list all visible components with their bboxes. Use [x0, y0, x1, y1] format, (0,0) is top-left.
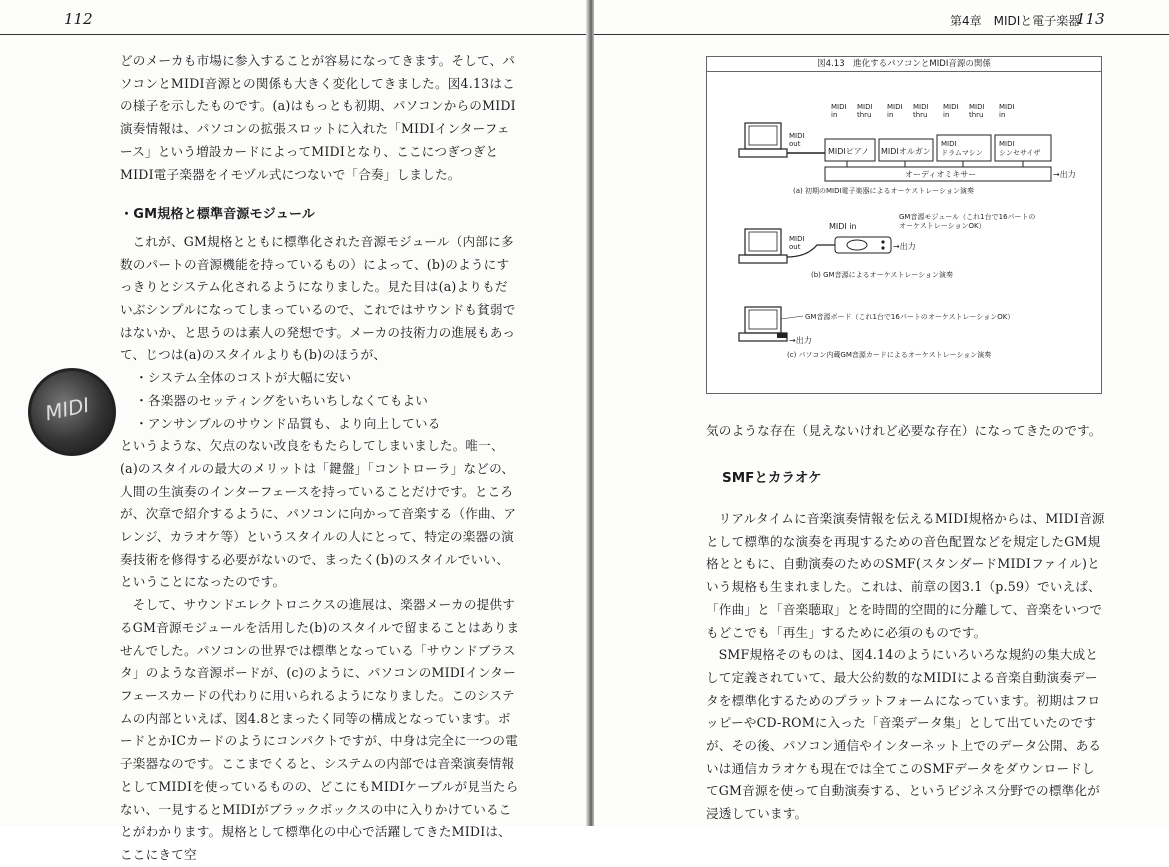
gm-module-icon	[835, 237, 891, 253]
mixer-label: オーディオミキサー	[905, 170, 977, 179]
chapter-header: 第4章 MIDIと電子楽器	[950, 14, 1081, 28]
section-heading: SMFとカラオケ	[722, 470, 822, 486]
output-label: →出力	[893, 242, 916, 251]
figure-diagram	[707, 57, 1101, 393]
midi-port-label: MIDI in	[831, 103, 847, 119]
bullet-item: ・各楽器のセッティングをいちいちしなくてもよい	[135, 392, 429, 408]
diagram-a-caption: (a) 初期のMIDI電子楽器によるオーケストレーション演奏	[793, 187, 974, 195]
left-page-number: 112	[64, 10, 93, 28]
midi-port-label: MIDI thru	[857, 103, 873, 119]
output-label: →出力	[1053, 170, 1076, 179]
midi-port-label: MIDI in	[999, 103, 1015, 119]
paragraph: 気のような存在（見えないけれど必要な存在）になってきたのです。	[706, 423, 1102, 438]
midi-port-label: MIDI in	[943, 103, 959, 119]
right-page-number: 113	[1076, 10, 1105, 28]
diagram-b	[739, 212, 1036, 279]
instrument-box	[995, 135, 1051, 161]
midi-port-label: MIDI in	[887, 103, 903, 119]
diagram-b-caption: (b) GM音源によるオーケストレーション演奏	[811, 271, 954, 279]
right-body	[706, 508, 1106, 826]
paragraph: SMF規格そのものは、図4.14のようにいろいろな規約の集大成として定義されていて、最大公約数的なMIDIによる音楽自動演奏データを標準化するためのプラットフォームになっています。初期はフロッピーやCD-ROMに入った「音楽データ集」として出ていたのですが、その後、パソコン通信やインターネット上でのデータ公開、あるいは通信カラオケも現在では全てこのSMFデータをダウンロードしてGM音源を使って自動演奏する、というビジネス分野での標準化が浸透しています。	[706, 647, 1102, 822]
diagram-a	[739, 103, 1076, 195]
section-heading: ・GM規格と標準音源モジュール	[120, 207, 316, 223]
instrument-label: MIDIピアノ	[828, 147, 870, 156]
instrument-label: MIDI ドラムマシン	[941, 140, 983, 157]
figure-caption: 図4.13 進化するパソコンとMIDI音源の関係	[707, 57, 1101, 72]
bullet-item: ・アンサンブルのサウンド品質も、より向上している	[135, 415, 441, 431]
midi-port-label: MIDI thru	[969, 103, 985, 119]
midi-port-labels	[831, 103, 1015, 119]
paragraph: というような、欠点のない改良をもたらしてしまいました。唯一、(a)のスタイルの最大のメリットは「鍵盤」「コントローラ」などの、人間の生演奏のインターフェースを持っていることだけです。ところが、次章で紹介するように、パソコンに向かって音楽する（作曲、アレンジ、カラオケ等）というスタイルの人にとって、特定の楽器の演奏技術を修得する必要がないので、まったく(b)のスタイルでいい、ということになったのです。	[120, 438, 517, 590]
left-body	[120, 50, 520, 867]
right-page	[594, 0, 1169, 826]
paragraph: どのメーカも市場に参入することが容易になってきます。そして、パソコンとMIDI音源との関係も大きく変化してきました。図4.13はこの様子を示したものです。(a)はもっとも初期、パソコンからのMIDI演奏情報は、パソコンの拡張スロットに入れた「MIDIインターフェース」という増設カードによってMIDIとなり、ここにつぎつぎとMIDI電子楽器をイモヅル式につないで「合奏」しました。	[120, 53, 516, 182]
instrument-label: MIDI シンセサイザ	[999, 140, 1041, 157]
sticker-logo: MIDI	[28, 368, 116, 456]
instrument-box	[937, 135, 991, 161]
figure-4-13	[706, 56, 1102, 394]
midi-in-label: MIDI in	[829, 222, 857, 231]
bullet-item: ・システム全体のコストが大幅に安い	[135, 370, 352, 386]
paragraph: リアルタイムに音楽演奏情報を伝えるMIDI規格からは、MIDI音源として標準的な演奏を再現するための音色配置などを規定したGM規格とともに、自動演奏のためのSMF(スタンダードMIDIファイル)という規格も生まれました。これは、前章の図3.1（p.59）でいえば、「作曲」と「音楽聴取」とを時間的空間的に分離して、音楽をいつでもどこでも「再生」するために必須のものです。	[706, 511, 1105, 640]
instrument-label: MIDIオルガン	[881, 147, 931, 156]
svg-text:MIDIout: MIDI out	[789, 235, 805, 251]
midi-port-label: MIDI thru	[913, 103, 929, 119]
right-body-top	[706, 420, 1106, 443]
header-rule	[594, 34, 1169, 35]
paragraph: そして、サウンドエレクトロニクスの進展は、楽器メーカの提供するGM音源モジュールを活用した(b)のスタイルで留まることはありませんでした。パソコンの世界では標準となっている「サウンドブラスタ」のような音源ボードが、(c)のように、パソコンのMIDIインターフェースカードの代わりに用いられるようになりました。このシステムの内部といえば、図4.8とまったく同等の構成となっています。ボードとかICカードのようにコンパクトですが、中身は完全に一つの電子楽器なのです。ここまでくると、システムの内部では音楽演奏情報としてMIDIを使っているものの、どこにもMIDIケーブルが見当たらない、一見するとMIDIがブラックボックスの中に入りかけていることがわかります。規格として標準化の中心で活躍してきたMIDIは、ここにきて空	[120, 597, 520, 862]
diagram-c	[739, 307, 1014, 359]
paragraph: これが、GM規格とともに標準化された音源モジュール（内部に多数のパートの音源機能を持っているもの）によって、(b)のようにすっきりとシステム化されるようになりました。見た目は(a)よりもだいぶシンプルになってしまっているので、これではサウンドも貧弱ではないか、と思うのは素人の発想です。メーカの技術力の進展もあって、じつは(a)のスタイルよりも(b)のほうが、	[120, 233, 516, 363]
header-rule	[0, 34, 588, 35]
midi-out-label: MIDI out	[789, 132, 805, 148]
gm-board-label: GM音源ボード（これ1台で16パートのオーケストレーションOK）	[805, 313, 1015, 321]
diagram-c-caption: (c) パソコン内蔵GM音源カードによるオーケストレーション演奏	[787, 351, 992, 359]
output-label: →出力	[789, 336, 812, 345]
gm-module-label: GM音源モジュール（これ1台で16パートのオーケストレーションOK）	[899, 213, 1036, 230]
